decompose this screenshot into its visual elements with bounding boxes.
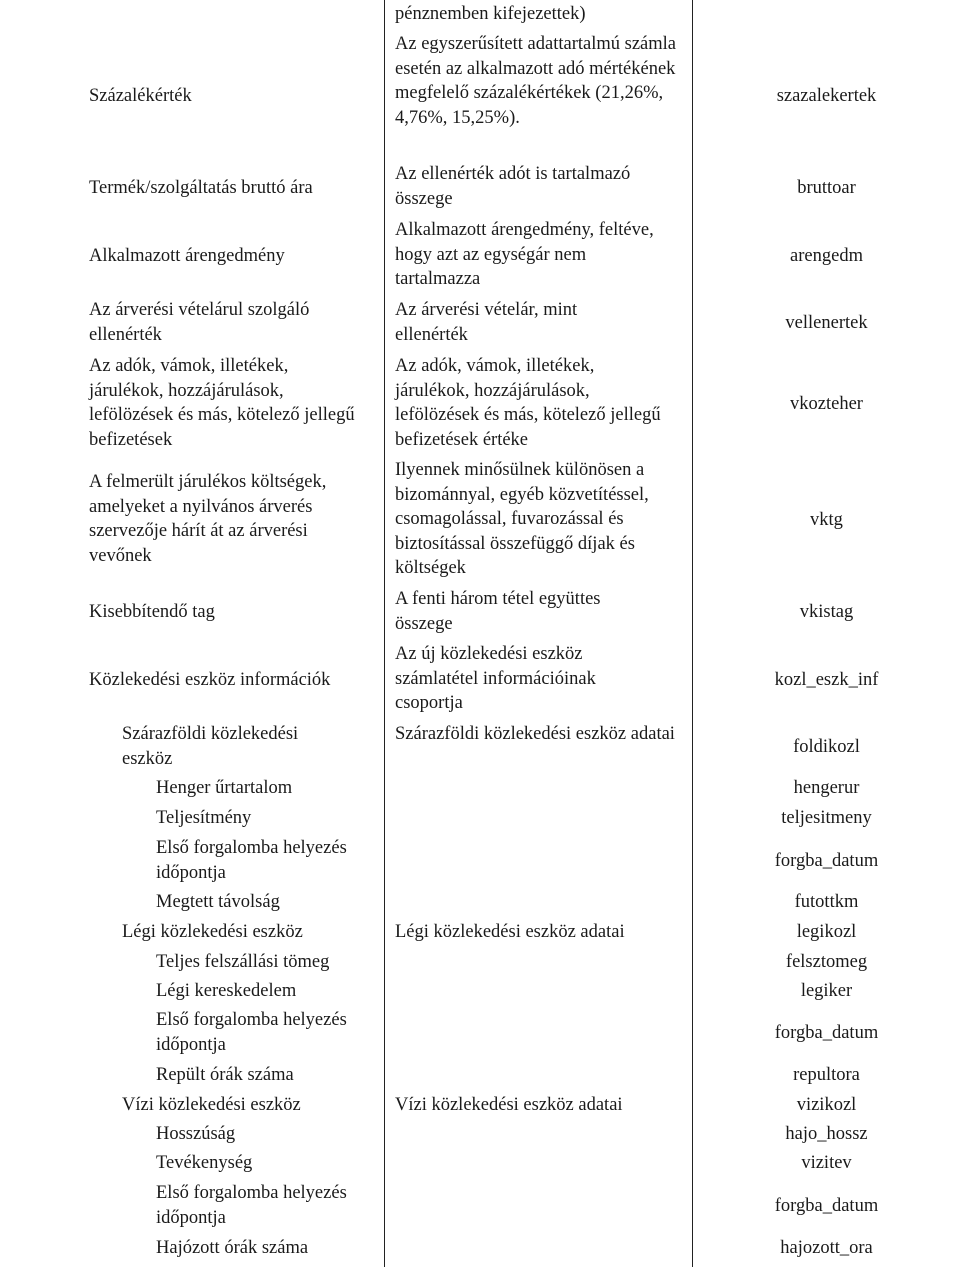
row-description: Az új közlekedési eszköz számlatétel információinak csoportja (395, 644, 596, 713)
field-name: foldikozl (793, 736, 860, 757)
field-name: vizikozl (796, 1094, 857, 1115)
row-label: Termék/szolgáltatás bruttó ára (89, 177, 313, 198)
table-row (0, 836, 960, 886)
field-name: hajozott_ora (780, 1237, 873, 1258)
field-name: teljesitmeny (781, 807, 872, 828)
table-row (0, 1093, 960, 1117)
row-description: Ilyennek minősülnek különösen a bizománnyal, egyéb közvetítéssel, csomagolással, fuvarozással és biztosítással összefüggő díjak és költségek (395, 460, 649, 578)
field-name: vellenertek (785, 312, 868, 333)
row-label: Hajózott órák száma (156, 1238, 309, 1258)
table-row (0, 806, 960, 830)
field-name: felsztomeg (785, 951, 868, 972)
table-row (0, 950, 960, 974)
row-label: Kisebbítendő tag (89, 601, 215, 622)
field-name: vkozteher (790, 393, 863, 414)
row-label: Henger űrtartalom (156, 778, 293, 798)
row-label: Az árverési vételárul szolgáló ellenérték (89, 300, 310, 345)
field-name: hajo_hossz (785, 1123, 868, 1144)
row-label: Közlekedési eszköz információk (89, 669, 331, 690)
row-description: A fenti három tétel együttes összege (395, 589, 601, 634)
table-row (0, 587, 960, 637)
table-row (0, 920, 960, 944)
field-name: vktg (810, 509, 843, 530)
row-label: Vízi közlekedési eszköz (122, 1095, 301, 1115)
table-row (0, 890, 960, 914)
field-name: forgba_datum (774, 1195, 879, 1216)
table-row (0, 1236, 960, 1260)
row-label: Első forgalomba helyezés időpontja (156, 1183, 347, 1228)
row-label: A felmerült járulékos költségek, amelyeket a nyilvános árverés szervezője hárít át az árverési vevőnek (89, 472, 327, 566)
row-description: pénznemben kifejezettek) (395, 4, 586, 24)
row-label: Első forgalomba helyezés időpontja (156, 838, 347, 883)
row-label: Százalékérték (89, 85, 192, 106)
field-name: repultora (793, 1064, 860, 1085)
field-name: legikozl (796, 921, 857, 942)
table-row (0, 1008, 960, 1058)
row-description: Az árverési vételár, mint ellenérték (395, 300, 578, 345)
field-name: hengerur (793, 777, 860, 798)
table-row (0, 162, 960, 214)
field-name: bruttoar (797, 177, 856, 198)
table-row (0, 32, 960, 160)
row-label: Légi kereskedelem (156, 981, 297, 1001)
table-row (0, 979, 960, 1003)
table-row (0, 722, 960, 772)
field-name: arengedm (790, 245, 863, 266)
field-name: vkistag (799, 601, 854, 622)
table-row (0, 1151, 960, 1175)
row-label: Szárazföldi közlekedési eszköz (122, 724, 299, 769)
row-description: Az egyszerűsített adattartalmú számla esetén az alkalmazott adó mértékének megfelelő százalékértékek (21,26%, 4,76%, 15,25%). (395, 34, 676, 128)
table-row (0, 1181, 960, 1231)
row-description: Légi közlekedési eszköz adatai (395, 922, 625, 942)
row-label: Teljes felszállási tömeg (156, 952, 330, 972)
field-name: vizitev (801, 1152, 852, 1173)
table-row (0, 218, 960, 294)
table-row (0, 776, 960, 800)
row-label: Repült órák száma (156, 1065, 294, 1085)
table-row (0, 298, 960, 348)
row-description: Az adók, vámok, illetékek, járulékok, hozzájárulások, lefölözések és más, kötelező jellegű befizetések értéke (395, 356, 661, 450)
row-description: Alkalmazott árengedmény, feltéve, hogy azt az egységár nem tartalmazza (395, 220, 654, 289)
row-label: Az adók, vámok, illetékek, járulékok, hozzájárulások, lefölözések és más, kötelező jellegű befizetések (89, 356, 355, 450)
field-name: kozl_eszk_inf (774, 669, 879, 690)
row-description: Szárazföldi közlekedési eszköz adatai (395, 724, 675, 744)
row-label: Hosszúság (156, 1124, 236, 1144)
row-label: Teljesítmény (156, 808, 252, 828)
table-row (0, 2, 960, 32)
row-label: Megtett távolság (156, 892, 280, 912)
table-row (0, 1063, 960, 1087)
field-name: forgba_datum (774, 850, 879, 871)
field-name: futottkm (794, 891, 859, 912)
row-label: Első forgalomba helyezés időpontja (156, 1010, 347, 1055)
row-label: Alkalmazott árengedmény (89, 245, 285, 266)
table-row (0, 642, 960, 718)
table-row (0, 458, 960, 582)
field-name: forgba_datum (774, 1022, 879, 1043)
table-row (0, 354, 960, 454)
row-label: Tevékenység (156, 1153, 253, 1173)
row-description: Vízi közlekedési eszköz adatai (395, 1095, 623, 1115)
field-name: legiker (800, 980, 853, 1001)
field-name: szazalekertek (776, 85, 877, 106)
row-description: Az ellenérték adót is tartalmazó összege (395, 164, 631, 209)
row-label: Légi közlekedési eszköz (122, 922, 303, 942)
table-row (0, 1122, 960, 1146)
